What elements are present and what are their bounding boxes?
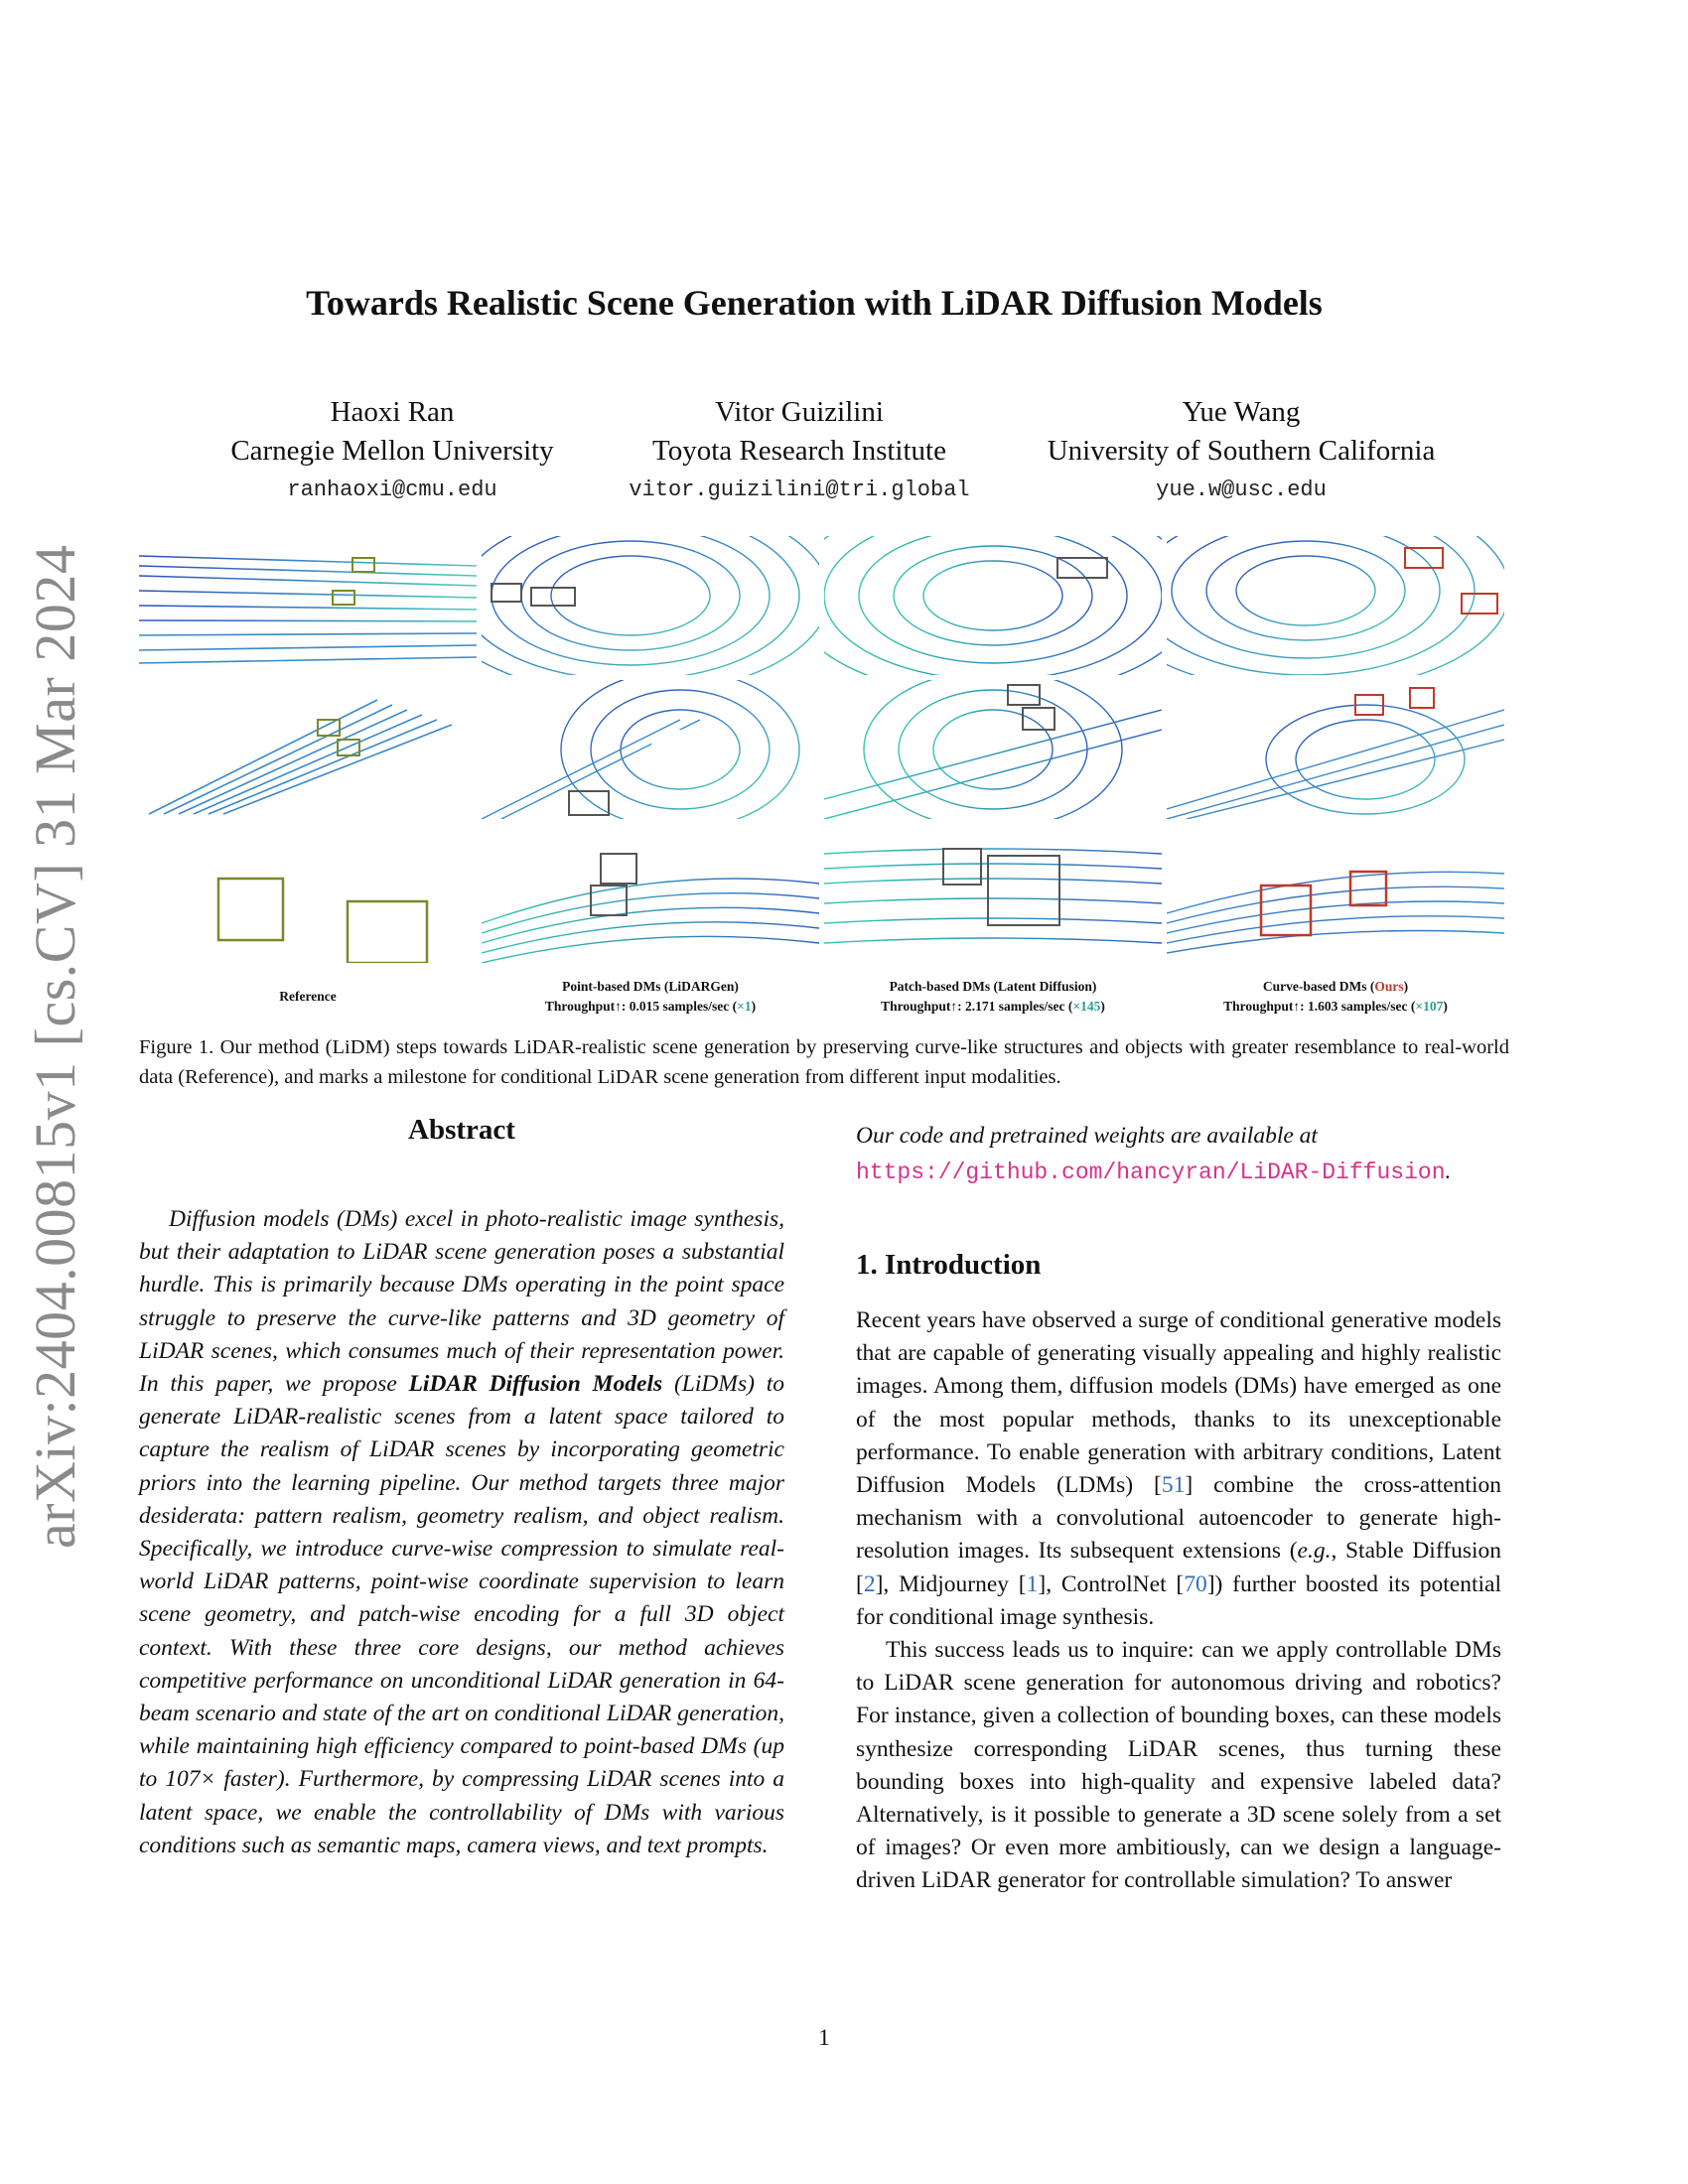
label-suffix: ) <box>1403 979 1409 994</box>
author-affiliation: University of Southern California <box>1047 435 1436 467</box>
throughput-text: Throughput↑: 0.015 samples/sec ( <box>544 999 738 1014</box>
intro-text: ]) further boosted its potential for conditional image synthesis. <box>856 1570 1501 1630</box>
throughput-text: Throughput↑: 1.603 samples/sec ( <box>1223 999 1416 1014</box>
author-3 <box>1023 393 1460 510</box>
citation-link[interactable]: 51 <box>1161 1472 1186 1499</box>
author-name: Yue Wang <box>1182 396 1301 428</box>
throughput-suffix: ) <box>1443 999 1448 1014</box>
abstract-body <box>139 1203 784 1862</box>
speedup-value: ×1 <box>737 999 752 1014</box>
abstract-heading: Abstract <box>408 1114 515 1146</box>
scene-panel-latent-diffusion-3 <box>824 824 1162 963</box>
author-affiliation: Carnegie Mellon University <box>230 435 554 467</box>
scene-panel-lidargen-1 <box>482 536 819 675</box>
intro-eg: e.g. <box>1297 1538 1332 1565</box>
intro-paragraph-1 <box>856 1304 1501 1634</box>
code-url-link[interactable]: https://github.com/hancyran/LiDAR-Diffusion <box>856 1160 1446 1185</box>
label-lidargen <box>482 977 819 1017</box>
author-1 <box>184 393 601 510</box>
introduction-heading: 1. Introduction <box>856 1249 1042 1281</box>
label-latent-diffusion <box>824 977 1162 1017</box>
author-email[interactable]: ranhaoxi@cmu.edu <box>287 478 497 502</box>
scene-panel-ours-3 <box>1167 824 1504 963</box>
throughput-text: Throughput↑: 2.171 samples/sec ( <box>881 999 1073 1014</box>
scene-panel-ours-1 <box>1167 536 1504 675</box>
introduction-body <box>856 1304 1501 1898</box>
speedup-value: ×107 <box>1415 999 1444 1014</box>
label-line1 <box>1167 977 1504 997</box>
paper-title: Towards Realistic Scene Generation with LiDAR Diffusion Models <box>306 283 1323 323</box>
label-line1: Reference <box>279 989 337 1004</box>
label-ours <box>1167 977 1504 1017</box>
author-affiliation: Toyota Research Institute <box>652 435 946 467</box>
label-prefix: Curve-based DMs ( <box>1262 979 1375 994</box>
citation-link[interactable]: 1 <box>1026 1570 1039 1597</box>
scene-panel-latent-diffusion-1 <box>824 536 1162 675</box>
ours-label: Ours <box>1374 979 1404 994</box>
abstract-text-1: Diffusion models (DMs) excel in photo-realistic image synthesis, but their adaptation to LiDAR scene generation poses a substantial hurdle. This is primarily because DMs operating in the point space struggle to preserve the curve-like patterns and 3D geometry of LiDAR scenes, which consumes much of their representation power. In this paper, we propose <box>139 1206 784 1398</box>
throughput-line <box>1167 997 1504 1017</box>
code-note-text: Our code and pretrained weights are available at <box>856 1123 1318 1149</box>
intro-text: ], ControlNet [ <box>1038 1570 1185 1597</box>
intro-text: ], Midjourney [ <box>875 1570 1027 1597</box>
citation-link[interactable]: 70 <box>1184 1570 1207 1597</box>
abstract-text-2: (LiDMs) to generate LiDAR-realistic scenes from a latent space tailored to capture the realism of LiDAR scenes by incorporating geometric priors into the learning pipeline. Our method targets three major desiderata: pattern realism, geometry realism, and object realism. Specifically, we introduce curve-wise compression to simulate real-world LiDAR patterns, point-wise coordinate supervision to learn scene geometry, and patch-wise encoding for a full 3D object context. With these three core designs, our method achieves competitive performance on unconditional LiDAR generation in 64-beam scenario and state of the art on conditional LiDAR generation, while maintaining high efficiency compared to point-based DMs (up to 107× faster). Furthermore, by compressing LiDAR scenes into a latent space, we enable the controllability of DMs with various conditions such as semantic maps, camera views, and text prompts. <box>139 1371 784 1858</box>
scene-panel-lidargen-2 <box>482 680 819 819</box>
code-availability-note <box>856 1118 1501 1190</box>
code-note-end: . <box>1445 1159 1452 1184</box>
author-name: Haoxi Ran <box>330 396 455 428</box>
author-email[interactable]: yue.w@usc.edu <box>1156 478 1327 502</box>
scene-panel-lidargen-3 <box>482 824 819 963</box>
throughput-suffix: ) <box>751 999 757 1014</box>
scene-panel-ours-2 <box>1167 680 1504 819</box>
arxiv-stamp: arXiv:2404.00815v1 [cs.CV] 31 Mar 2024 <box>23 544 87 1549</box>
label-line1: Point-based DMs (LiDARGen) <box>562 979 739 994</box>
author-name: Vitor Guizilini <box>715 396 884 428</box>
figure-1 <box>139 536 1509 973</box>
intro-text: ] combine the cross-attention mechanism with a convolutional autoencoder to generate high-resolution images. Its subsequent extensions ( <box>856 1472 1501 1565</box>
throughput-line <box>824 997 1162 1017</box>
speedup-value: ×145 <box>1072 999 1101 1014</box>
throughput-line <box>482 997 819 1017</box>
scene-panel-reference-1 <box>139 536 477 675</box>
scene-panel-reference-2 <box>139 680 477 819</box>
label-line1: Patch-based DMs (Latent Diffusion) <box>889 979 1097 994</box>
intro-text: Recent years have observed a surge of conditional generative models that are capable of generating visually appealing and highly realistic images. Among them, diffusion models (DMs) have emerged as one of the most popular methods, thanks to its unexceptionable performance. To enable generation with arbitrary conditions, Latent Diffusion Models (LDMs) [ <box>856 1307 1501 1499</box>
intro-text: , Stable Diffusion [ <box>856 1538 1501 1597</box>
citation-link[interactable]: 2 <box>863 1570 876 1597</box>
figure-caption: Figure 1. Our method (LiDM) steps towards LiDAR-realistic scene generation by preserving curve-like structures and objects with greater resemblance to real-world data (Reference), and marks a milestone for conditional LiDAR scene generation from different input modalities. <box>139 1036 1509 1088</box>
author-2 <box>591 393 1008 510</box>
label-reference <box>139 987 477 1007</box>
author-email[interactable]: vitor.guizilini@tri.global <box>629 478 970 502</box>
scene-panel-reference-3 <box>139 824 477 963</box>
scene-panel-latent-diffusion-2 <box>824 680 1162 819</box>
throughput-suffix: ) <box>1100 999 1105 1014</box>
page-number: 1 <box>818 2025 830 2050</box>
abstract-method-name: LiDAR Diffusion Models <box>408 1371 663 1398</box>
intro-paragraph-2: This success leads us to inquire: can we apply controllable DMs to LiDAR scene generation for autonomous driving and robotics? For instance, given a collection of bounding boxes, can these models synthesize corresponding LiDAR scenes, thus turning these bounding boxes into high-quality and expensive labeled data? Alternatively, is it possible to generate a 3D scene solely from a set of images? Or even more ambitiously, can we design a language-driven LiDAR generator for controllable simulation? To answer <box>856 1637 1501 1894</box>
